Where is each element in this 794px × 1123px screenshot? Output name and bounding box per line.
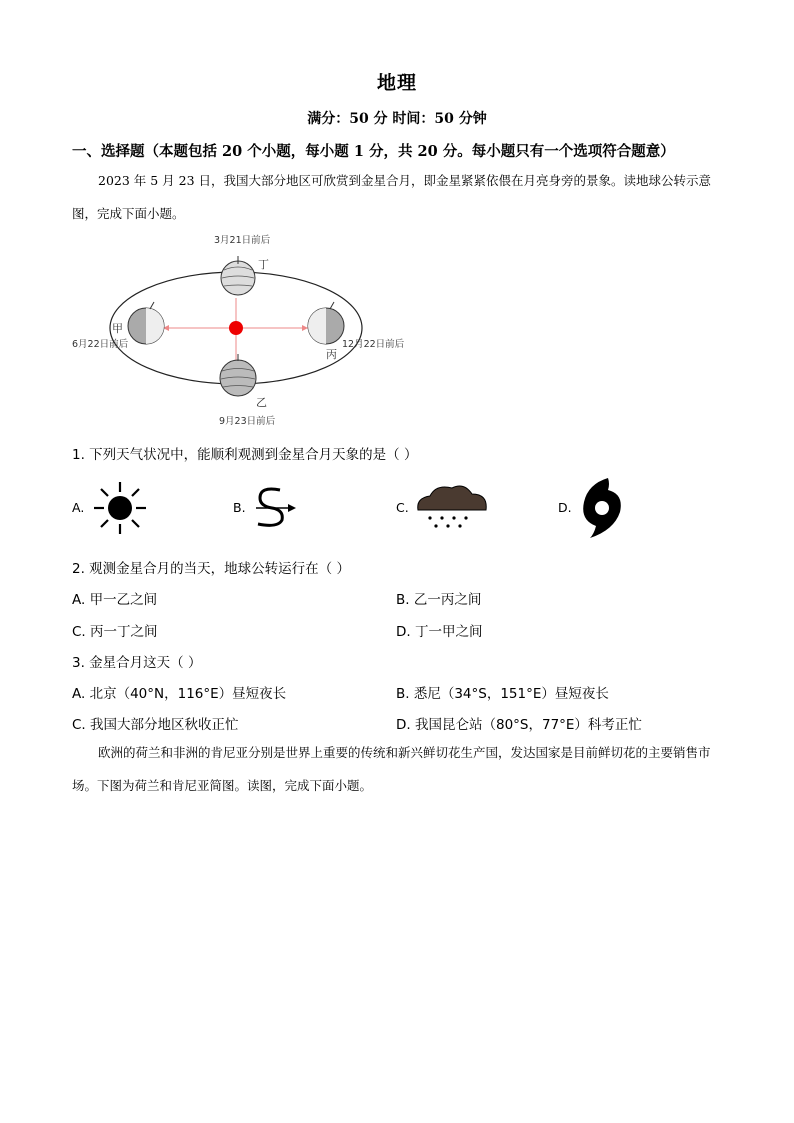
- q3-option-d[interactable]: D. 我国昆仑站（80°S，77°E）科考正忙: [396, 717, 642, 733]
- q1-option-d-label[interactable]: D.: [558, 500, 572, 515]
- q1-option-b-label[interactable]: B.: [233, 500, 246, 515]
- label-yi: 乙: [256, 396, 267, 409]
- intro-paragraph-2: 欧洲的荷兰和非洲的肯尼亚分别是世界上重要的传统和新兴鲜切花生产国，发达国家是目前鲜切花的主要销售市场。下图为荷兰和肯尼亚简图。读图，完成下面小题。: [72, 745, 711, 793]
- q3-option-a[interactable]: A. 北京（40°N，116°E）昼短夜长: [72, 686, 287, 702]
- exam-info: 满分：50 分 时间：50 分钟: [307, 111, 487, 127]
- earth-jia-icon: [128, 302, 164, 344]
- q2-option-c[interactable]: C. 丙一丁之间: [72, 624, 158, 640]
- question-1-stem: 1. 下列天气状况中，能顺利观测到金星合月天象的是（ ）: [72, 447, 418, 463]
- q3-option-c[interactable]: C. 我国大部分地区秋收正忙: [72, 717, 239, 733]
- section-heading: 一、选择题（本题包括 20 个小题，每小题 1 分，共 20 分。每小题只有一个选项符合题意）: [72, 143, 675, 160]
- label-bing: 丙: [326, 348, 337, 361]
- earth-ding-icon: [221, 256, 255, 295]
- q2-option-b[interactable]: B. 乙一丙之间: [396, 592, 482, 608]
- sunny-icon[interactable]: [92, 480, 148, 536]
- earth-bing-icon: [308, 302, 344, 344]
- question-3-stem: 3. 金星合月这天（ ）: [72, 655, 202, 671]
- earth-orbit-diagram: [68, 230, 418, 430]
- label-dec22: 12月22日前后: [342, 339, 405, 350]
- q2-option-d[interactable]: D. 丁一甲之间: [396, 624, 483, 640]
- intro-paragraph-1: 2023 年 5 月 23 日，我国大部分地区可欣赏到金星合月，即金星紧紧依偎在月亮身旁的景象。读地球公转示意图，完成下面小题。: [72, 173, 712, 221]
- page-title: 地理: [376, 72, 417, 94]
- q2-option-a[interactable]: A. 甲一乙之间: [72, 592, 158, 608]
- label-ding: 丁: [258, 258, 269, 271]
- q3-option-b[interactable]: B. 悉尼（34°S，151°E）昼短夜长: [396, 686, 609, 702]
- label-mar21: 3月21日前后: [214, 235, 271, 246]
- earth-yi-icon: [220, 354, 256, 396]
- q1-option-a-label[interactable]: A.: [72, 500, 85, 515]
- q1-option-c-label[interactable]: C.: [396, 500, 409, 515]
- sandstorm-icon[interactable]: [250, 482, 300, 532]
- label-sep23: 9月23日前后: [219, 416, 276, 427]
- label-jun22: 6月22日前后: [72, 339, 129, 350]
- question-2-stem: 2. 观测金星合月的当天，地球公转运行在（ ）: [72, 561, 350, 577]
- sun-icon: [229, 321, 243, 335]
- typhoon-icon[interactable]: [578, 476, 626, 540]
- snow-cloud-icon[interactable]: [414, 482, 490, 532]
- label-jia: 甲: [112, 322, 123, 335]
- arrowhead-right: [302, 325, 308, 331]
